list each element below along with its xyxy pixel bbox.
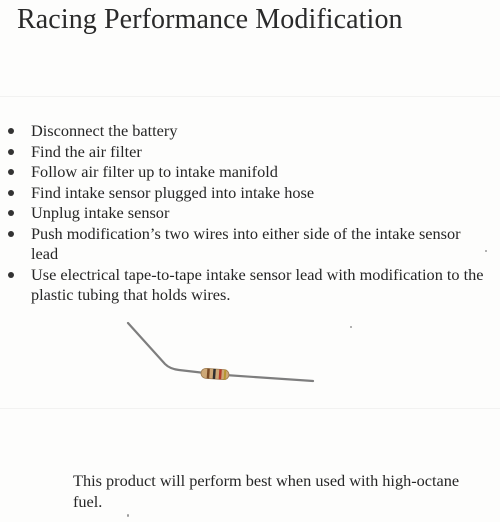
instruction-text: Find intake sensor plugged into intake hose [31, 182, 315, 202]
scan-speck [350, 326, 352, 328]
wire-lead-right [225, 375, 313, 381]
bullet-icon [8, 272, 14, 278]
instruction-text: Unplug intake sensor [31, 203, 170, 222]
instruction-text: Find the air filter [31, 141, 142, 161]
bullet-icon [8, 190, 14, 196]
paper-fold-line [0, 96, 500, 97]
instruction-text: Follow air filter up to intake manifold [31, 162, 278, 181]
instruction-step [0, 183, 500, 204]
page-title: Racing Performance Modification [17, 4, 403, 35]
instruction-step [0, 121, 500, 142]
instruction-text: Use electrical tape-to-tape intake sensor lead with modification to the plastic tubing that holds wires. [31, 264, 484, 304]
instruction-step [0, 265, 500, 306]
instruction-step [0, 162, 500, 183]
instruction-step [0, 224, 500, 265]
bullet-icon [8, 169, 14, 175]
paper-fold-line [0, 408, 500, 409]
instruction-list [0, 121, 500, 306]
bullet-icon [8, 128, 14, 134]
scan-speck [485, 250, 487, 252]
resistor-icon [125, 320, 320, 392]
instruction-step [0, 142, 500, 163]
instruction-text: Push modification’s two wires into either side of the intake sensor lead [31, 223, 461, 263]
instruction-step [0, 203, 500, 224]
fuel-recommendation-note: This product will perform best when used with high-octane fuel. [73, 471, 460, 511]
instruction-text: Disconnect the battery [31, 121, 178, 140]
wire-lead-left [128, 323, 205, 373]
scan-speck [127, 514, 129, 517]
resistor-body [201, 368, 230, 380]
bullet-icon [8, 149, 14, 155]
bullet-icon [8, 231, 14, 237]
bullet-icon [8, 210, 14, 216]
